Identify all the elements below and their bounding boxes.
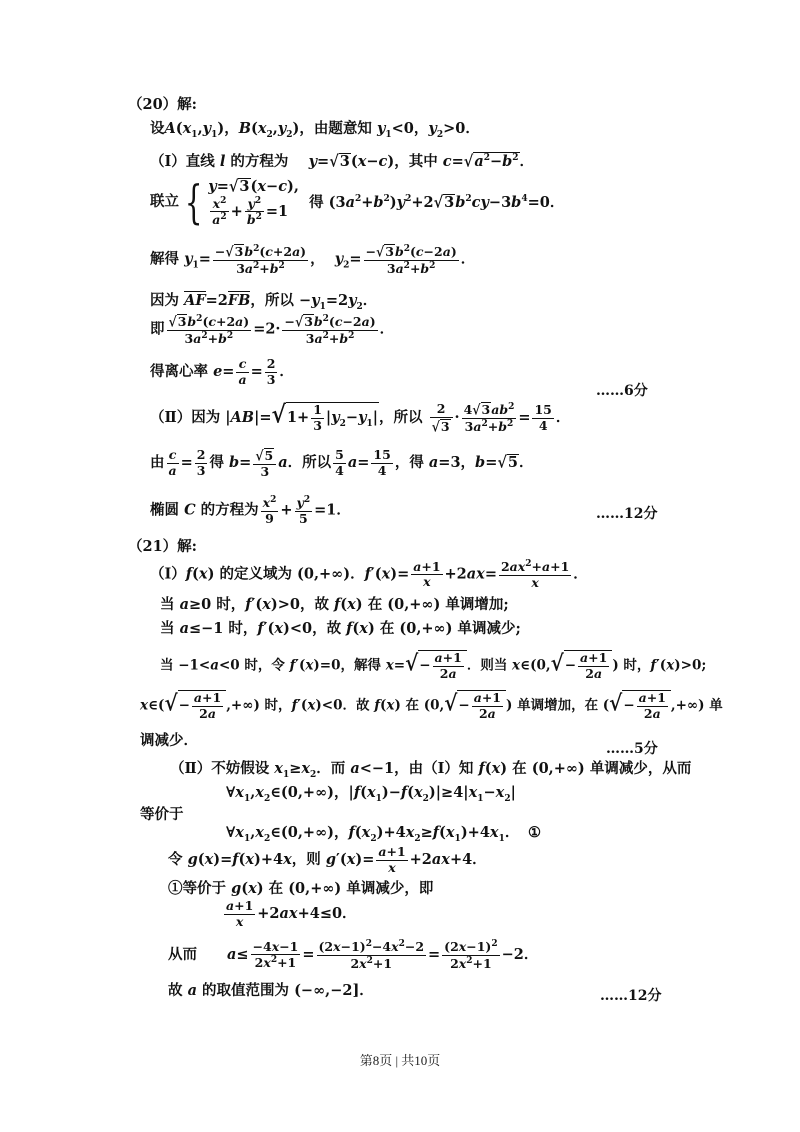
p21-part2-intro: （Ⅱ）不妨假设 $x_1\ge x_2$．而 a<−1，由（Ⅰ）知 f(x) 在 (0,+∞) 单调减少，从而 <box>170 760 692 780</box>
score-12-p20: ……12分 <box>596 506 658 522</box>
p21-case3-c: 调减少． <box>140 732 198 749</box>
p20-part2-b: 由 $\frac{c}{a}$ = $\frac{2}{3}$ 得 b= $\frac{√5}{3}$ a．所以 $\frac{5}{4}$ a= $\frac{15}{4}$ ，得 a=3，b=√5． <box>150 447 534 479</box>
p20-ji-line: 即 $\frac{√3b^2(c+2a)}{3a^2+b^2}$ =2· $\frac{-√3b^2(c-2a)}{3a^2+b^2}$ ． <box>150 313 395 346</box>
p21-case3-a: 当 −1<a<0 时，令 f′(x)=0，解得 x=√− $\frac{a+1}{2a}$ ．则当 x∈(0,√− $\frac{a+1}{2a}$ ) 时，f′(x)>0; <box>160 649 707 681</box>
p21-forall2: $\forall x_1,x_2\in(0,+\infty)$，$f(x_2)+4x_2\ge f(x_1)+4x_1$． <box>226 824 520 844</box>
p20-solve-line: 解得 $y_1=$ $\frac{-√3b^2(c+2a)}{3a^2+b^2}$ ， $y_2=$ $\frac{-√3b^2(c-2a)}{3a^2+b^2}$ ． <box>150 243 476 276</box>
p21-case1: 当 a≥0 时，f′(x)>0，故 f(x) 在 (0,+∞) 单调增加; <box>160 596 509 613</box>
p20-vector-line: 因为 AF=2FB，所以 $-y_1=2y_2$． <box>150 292 378 312</box>
p21-part1-line: （Ⅰ）f(x) 的定义域为 (0,+∞)．f′(x)= $\frac{a+1}{x}$ +2ax= $\frac{2ax^2+a+1}{x}$ ． <box>150 558 588 590</box>
score-6: ……6分 <box>596 383 648 399</box>
p21-equiv-label: 等价于 <box>140 806 184 823</box>
p21-ineq: $\frac{a+1}{x}$ +2ax+4≤0． <box>226 898 357 929</box>
p20-part2-line: （Ⅱ）因为 |AB|=√1+ $\frac{1}{3}$ $|y_2-y_1|$，所以 $\frac{2}{√3}$ · $\frac{4√3ab^2}{3a^2+b^2}$ = $\frac{15}{4}$ ． <box>150 400 571 435</box>
p21-equiv2: ①等价于 g(x) 在 (0,+∞) 单调减少，即 <box>168 880 434 897</box>
p20-part1-line: （Ⅰ）直线 l 的方程为 y=√3(x−c)，其中 $c=√a^2-b^2$． <box>150 151 535 171</box>
p20-eccentricity: 得离心率 e= $\frac{c}{a}$ = $\frac{2}{3}$ ． <box>150 356 294 387</box>
p21-g-def: 令 g(x)=f(x)+4x，则 g′(x)= $\frac{a+1}{x}$ +2ax+4． <box>168 844 487 875</box>
p20-ellipse-eq: 椭圆 C 的方程为 $\frac{x^2}{9}$ + $\frac{y^2}{5}$ =1． <box>150 495 351 526</box>
p20-system: 联立 { y=√3(x−c), $\frac{x^2}{a^2}$ + $\frac{y^2}{b^2}$ =1 得 $(3a^2+b^2)y^2+2√3b^2cy-3b^4=0$． <box>150 175 565 230</box>
page-footer: 第8页 | 共10页 <box>359 1053 441 1068</box>
p21-congr-label: 从而 <box>168 945 197 963</box>
p21-range: 故 a 的取值范围为 (−∞,−2]． <box>168 982 374 999</box>
score-5: ……5分 <box>606 741 658 757</box>
problem-20-header: （20）解: <box>128 96 198 113</box>
p21-case2: 当 a≤−1 时，f′(x)<0，故 f(x) 在 (0,+∞) 单调减少; <box>160 620 521 637</box>
p21-case3-b: x∈(√− $\frac{a+1}{2a}$ ,+∞) 时，f′(x)<0．故 f(x) 在 (0,√− $\frac{a+1}{2a}$ ) 单调增加，在 (√− $\frac{a+1}{2a}$ ,+∞) 单 <box>140 689 723 721</box>
p20-setup-line: 设$A(x_1,y_1)$，$B(x_2,y_2)$，由题意知 $y_1<0$，$y_2>0$． <box>150 120 480 140</box>
circle-marker-1: ① <box>528 824 541 841</box>
p21-abound: 从而 a≤ $\frac{-4x-1}{2x^2+1}$ = $\frac{(2x-1)^2-4x^2-2}{2x^2+1}$ = $\frac{(2x-1)^2}{2x^2+1}$ −2． <box>168 938 539 971</box>
problem-21-header: （21）解: <box>128 538 198 555</box>
p21-forall1: $\forall x_1,x_2\in(0,+\infty)$，$|f(x_1)-f(x_2)|\ge 4|x_1-x_2|$ <box>226 784 516 804</box>
score-12-p21: ……12分 <box>600 988 662 1004</box>
